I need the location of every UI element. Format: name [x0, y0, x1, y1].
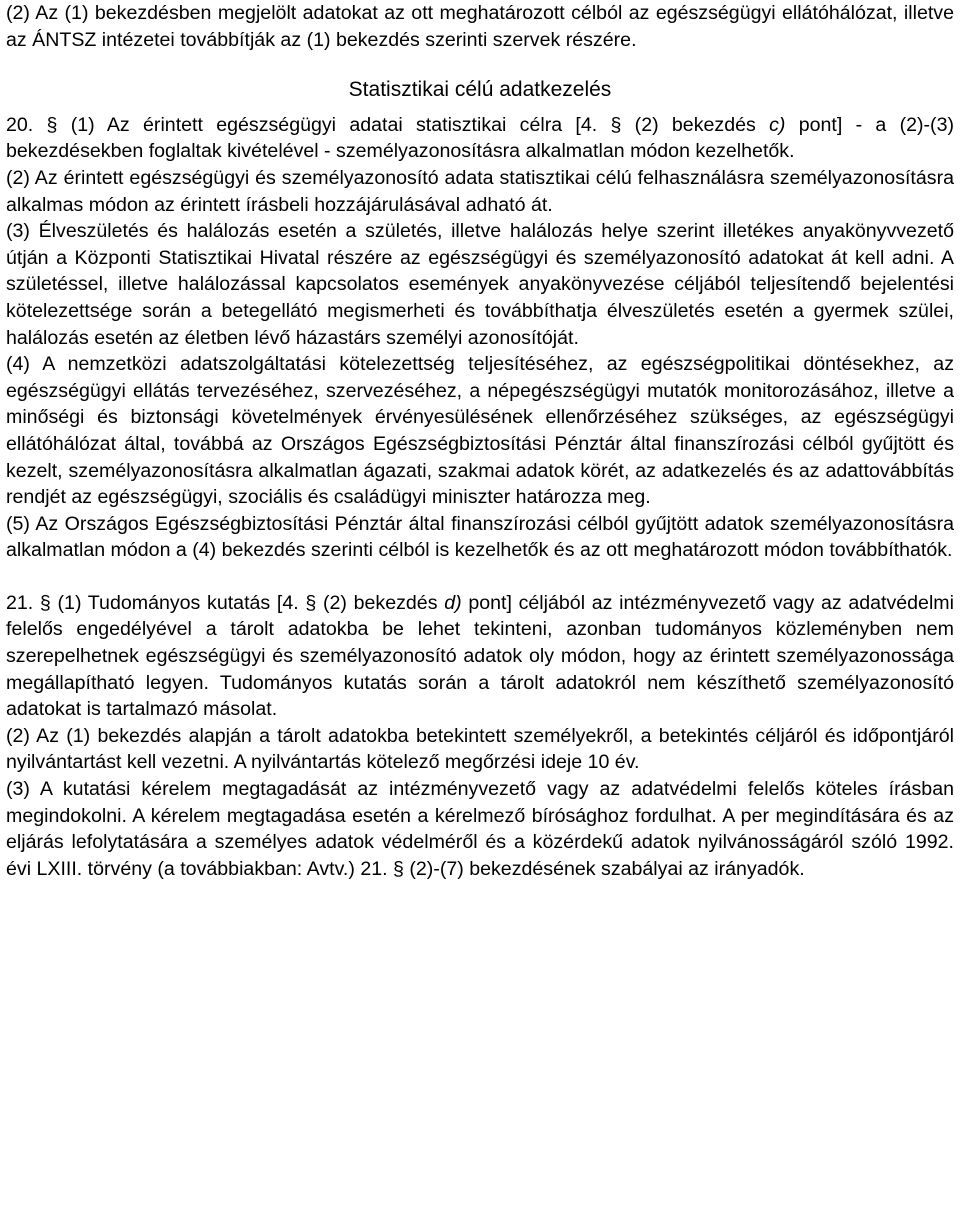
section-20-paragraph-5: (5) Az Országos Egészségbiztosítási Pénztár által finanszírozási célból gyűjtött adatok személyazonosításra alkalmatlan módon a (4) bekezdés szerinti célból is kezelhetők és az ott meghatározott módon továbbíthatók. — [6, 512, 954, 562]
intro-paragraph: (2) Az (1) bekezdésben megjelölt adatokat az ott meghatározott célból az egészségügyi ellátóhálózat, illetve az ÁNTSZ intézetei továbbítják az (1) bekezdés szerinti szervek részére. — [6, 2, 954, 51]
section-20-p1-text-b: pont] - a (2)-(3) bekezdésekben foglaltak kivételével - személyazonosításra alkalmatlan módon kezelhetők. — [6, 113, 954, 163]
section-20-paragraph-4: (4) A nemzetközi adatszolgáltatási kötelezettség teljesítéséhez, az egészségpolitikai döntésekhez, az egészségügyi ellátás tervezéséhez, szervezéséhez, a népegészségügyi mutatók monitorozásához, illetve a minőségi és biztonsági követelmények érvényesülésének ellenőrzéséhez szükséges, az egészségügyi ellátóhálózat által, továbbá az Országos Egészségbiztosítási Pénztár által finanszírozási célból gyűjtött és kezelt, személyazonosításra alkalmatlan ágazati, szakmai adatok körét, az adatkezelés és az adattovábbítás rendjét az egészségügyi, szociális és családügyi miniszter határozza meg. — [6, 353, 954, 509]
section-spacer — [6, 564, 954, 590]
section-21-paragraph-1 — [6, 590, 954, 723]
section-21-paragraph-2: (2) Az (1) bekezdés alapján a tárolt adatokba betekintett személyekről, a betekintés céljáról és időpontjáról nyilvántartást kell vezetni. A nyilvántartás kötelező megőrzési ideje 10 év. — [6, 724, 954, 774]
section-20-paragraph-3: (3) Élveszületés és halálozás esetén a születés, illetve halálozás helye szerint illetékes anyakönyvvezető útján a Központi Statisztikai Hivatal részére az egészségügyi és személyazonosító adatokat át kell adni. A születéssel, illetve halálozással kapcsolatos események anyakönyvezése céljából teljesítendő bejelentési kötelezettsége során a betegellátó megismerheti és továbbíthatja élveszületés esetén a gyermek szülei, halálozás esetén az életben lévő házastárs személyi azonosítóját. — [6, 220, 954, 349]
section-20-p1-text-a: 20. § (1) Az érintett egészségügyi adatai statisztikai célra [4. § (2) bekezdés — [6, 113, 770, 136]
section-21-p1-text-b: pont] céljából az intézményvezető vagy az adatvédelmi felelős engedélyével a tárolt adatokba be lehet tekinteni, azonban tudományos közleményben nem szerepelhetnek egészségügyi és személyazonosító adatok oly módon, hogy az érintett személyazonossága megállapítható legyen. Tudományos kutatás során a tárolt adatokról nem készíthető személyazonosító adatokat is tartalmazó másolat. — [6, 591, 954, 721]
section-21-p1-text-a: 21. § (1) Tudományos kutatás [4. § (2) bekezdés — [6, 591, 445, 614]
section-21-p1-point-ref: d) — [444, 591, 462, 614]
section-20-paragraph-2: (2) Az érintett egészségügyi és személyazonosító adata statisztikai célú felhasználásra személyazonosításra alkalmas módon az érintett írásbeli hozzájárulásával adható át. — [6, 166, 954, 216]
section-title: Statisztikai célú adatkezelés — [348, 78, 612, 102]
section-20-paragraph-1 — [6, 112, 954, 165]
section-20-p1-point-ref: c) — [769, 113, 786, 136]
section-21-paragraph-3: (3) A kutatási kérelem megtagadását az intézményvezető vagy az adatvédelmi felelős köteles írásban megindokolni. A kérelem megtagadása esetén a kérelmező bírósághoz fordulhat. A per megindítására és az eljárás lefolytatására a személyes adatok védelméről és a közérdekű adatok nyilvánosságáról szóló 1992. évi LXIII. törvény (a továbbiakban: Avtv.) 21. § (2)-(7) bekezdésének szabályai az irányadók. — [6, 778, 954, 880]
